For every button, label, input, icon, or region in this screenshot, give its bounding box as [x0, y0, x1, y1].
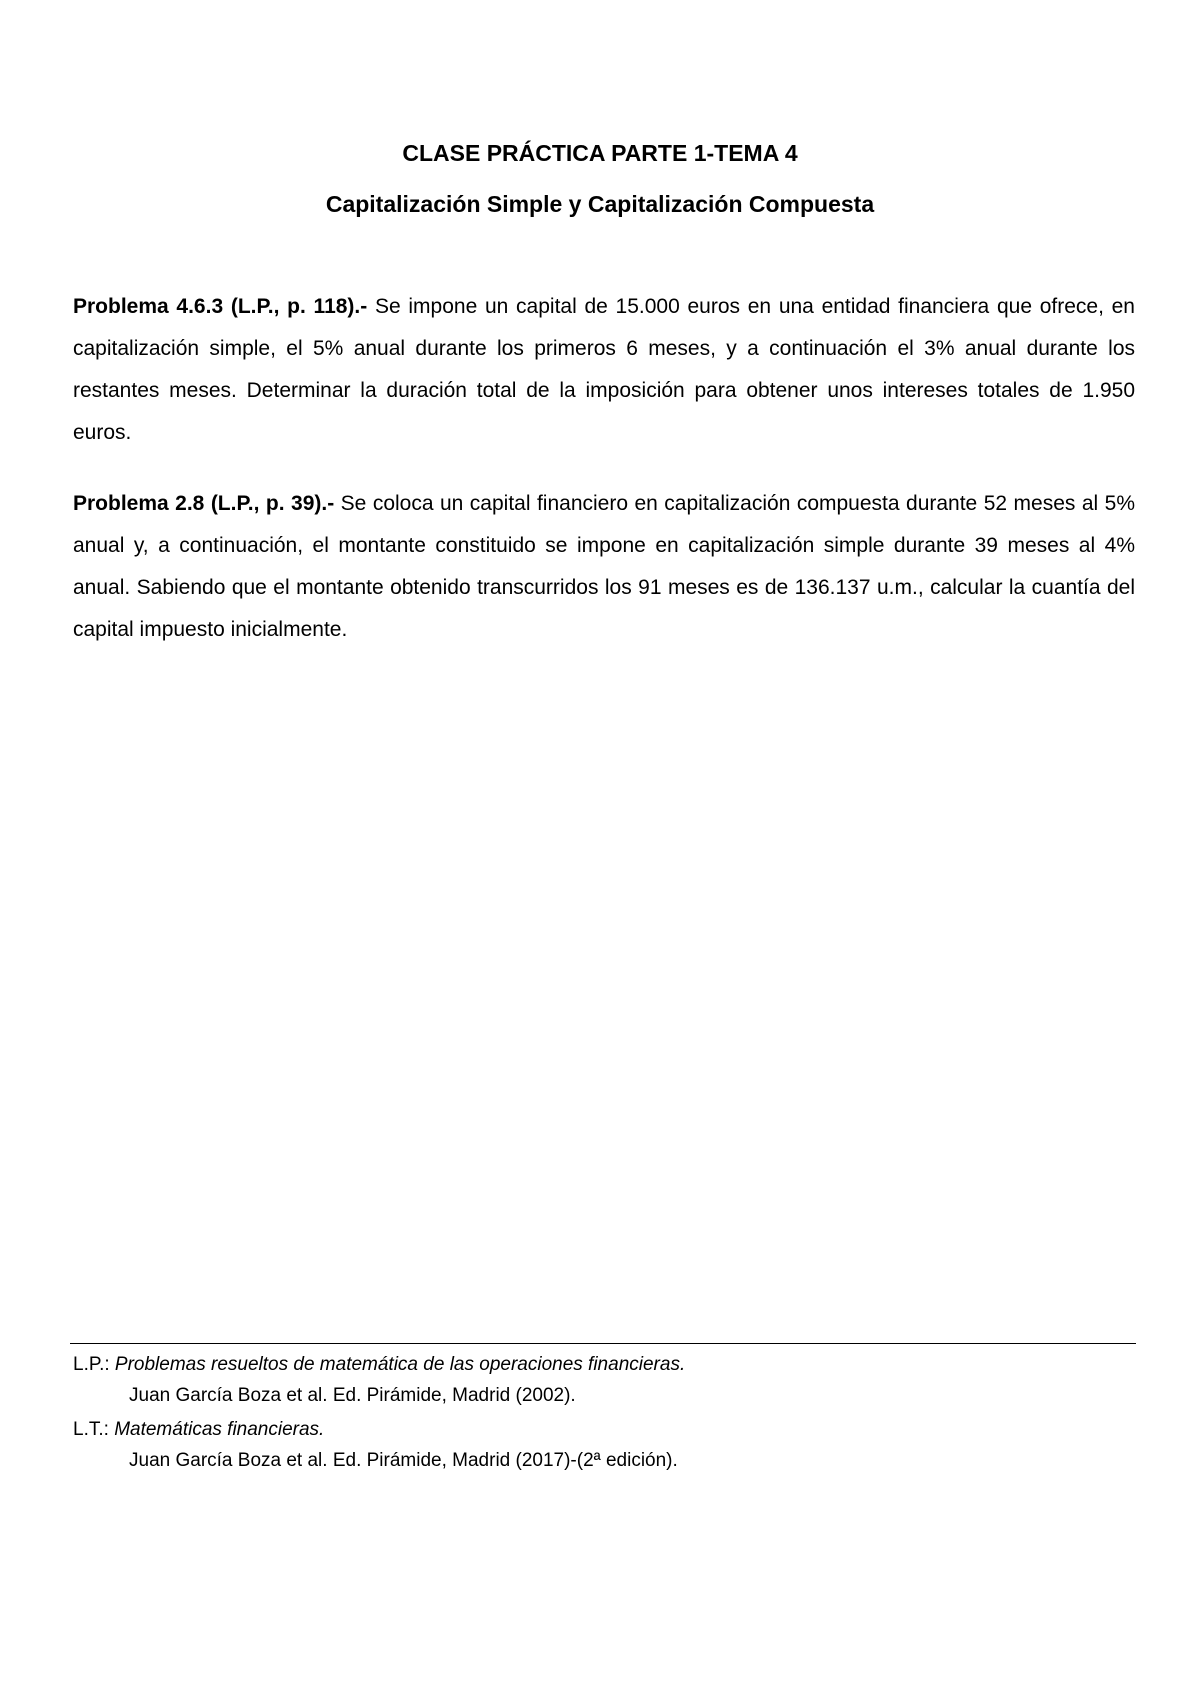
reference-title: Matemáticas financieras. — [114, 1419, 325, 1440]
footnote-divider — [70, 1343, 1136, 1344]
problem-paragraph — [73, 286, 1135, 454]
page-title: CLASE PRÁCTICA PARTE 1-TEMA 4 — [402, 140, 798, 166]
problem-heading: Problema 2.8 (L.P., p. 39).- — [73, 492, 335, 515]
reference-detail: Juan García Boza et al. Ed. Pirámide, Madrid (2002). — [129, 1385, 576, 1406]
reference-detail: Juan García Boza et al. Ed. Pirámide, Madrid (2017)-(2ª edición). — [129, 1450, 678, 1471]
problem-paragraph — [73, 483, 1135, 651]
reference-title: Problemas resueltos de matemática de las operaciones financieras. — [114, 1354, 686, 1375]
reference-abbreviation: L.P.: — [73, 1354, 110, 1375]
problem-text: Se coloca un capital financiero en capitalización compuesta durante 52 meses al 5% anual y, a continuación, el montante constituido se impone en capitalización simple durante 39 meses al 4% anual. Sabiendo que el montante obtenido transcurridos los 91 meses es de 136.137 u.m., calcular la cuantía del capital impuesto inicialmente. — [73, 492, 1135, 641]
page-subtitle: Capitalización Simple y Capitalización Compuesta — [325, 191, 875, 217]
reference-item — [73, 1414, 1135, 1476]
problem-heading: Problema 4.6.3 (L.P., p. 118).- — [73, 295, 368, 318]
reference-abbreviation: L.T.: — [73, 1419, 109, 1440]
reference-item — [73, 1349, 1135, 1411]
problem-text: Se impone un capital de 15.000 euros en una entidad financiera que ofrece, en capitalización simple, el 5% anual durante los primeros 6 meses, y a continuación el 3% anual durante los restantes meses. Determinar la duración total de la imposición para obtener unos intereses totales de 1.950 euros. — [73, 295, 1135, 444]
